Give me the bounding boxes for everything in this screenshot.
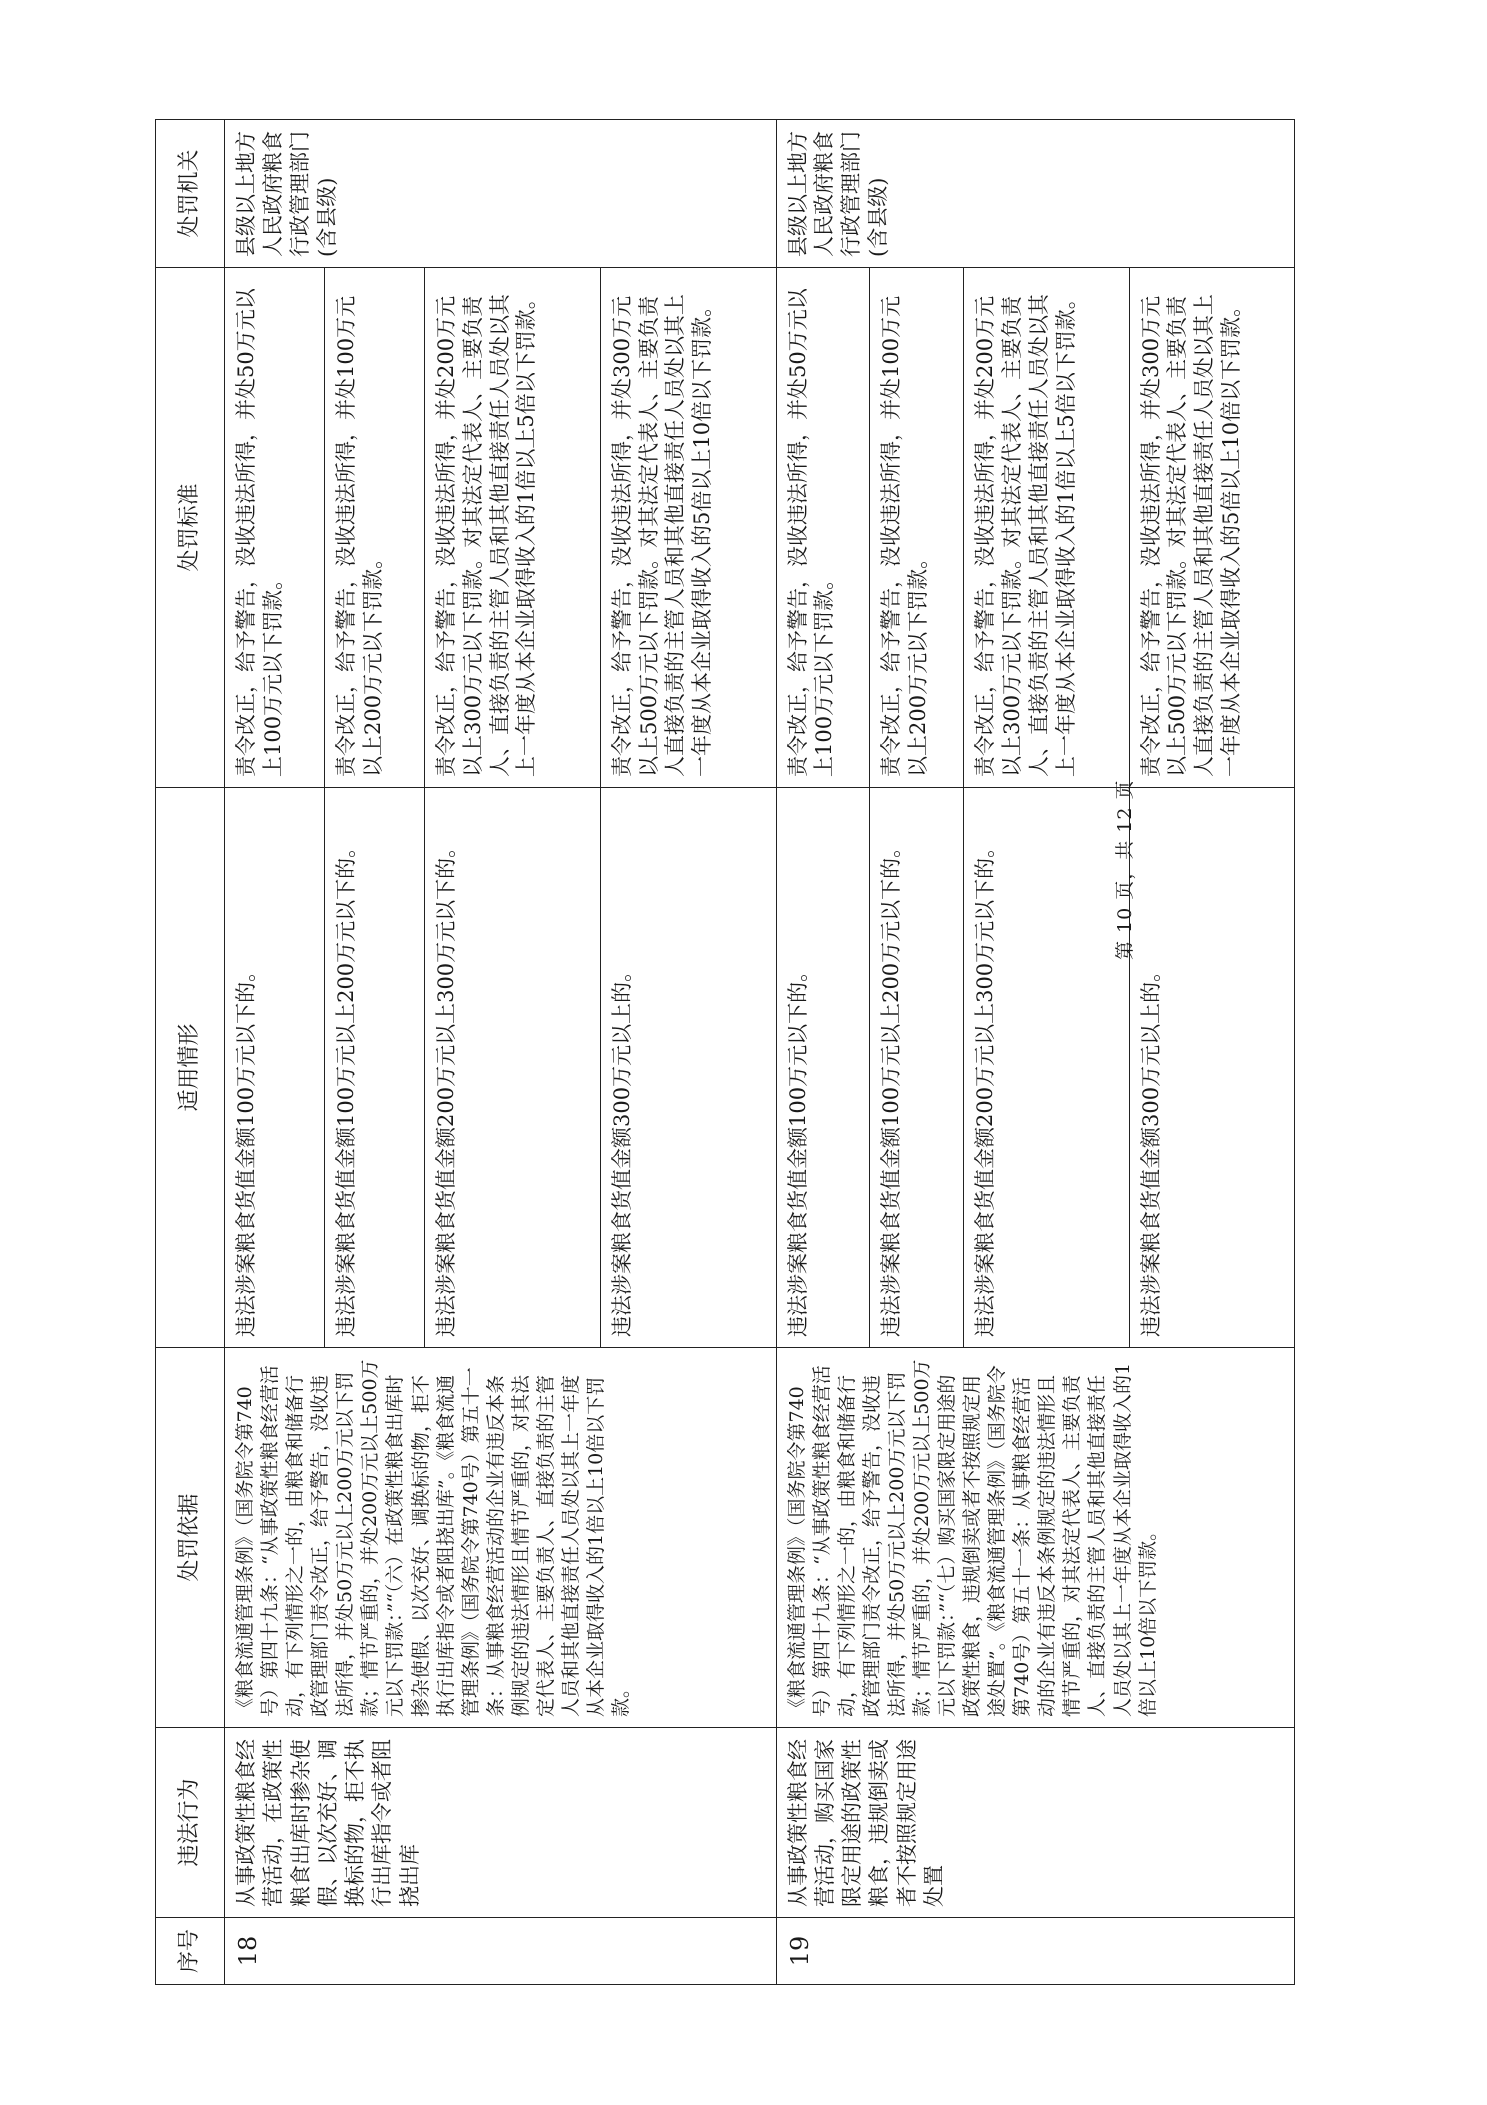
page-footer: 第 10 页，共 12 页 <box>1114 779 1136 960</box>
row-standard: 责令改正，给予警告，没收违法所得，并处200万元以上300万元以下罚款。对其法定代表人、主要负责人、直接负责的主管人员和其他直接责任人员处以其上一年度从本企业取得收入的1倍以上5倍以下罚款。 <box>424 268 600 788</box>
header-basis: 处罚依据 <box>156 1348 225 1728</box>
row-condition: 违法涉案粮食货值金额100万元以上200万元以下的。 <box>324 788 424 1348</box>
table-row <box>776 120 870 1985</box>
row-standard: 责令改正，给予警告，没收违法所得，并处200万元以上300万元以下罚款。对其法定代表人、主要负责人、直接负责的主管人员和其他直接责任人员处以其上一年度从本企业取得收入的1倍以上5倍以下罚款。 <box>964 268 1129 788</box>
header-agency: 处罚机关 <box>156 120 225 268</box>
row-behavior: 从事政策性粮食经营活动，在政策性粮食出库时掺杂使假、以次充好、调换标的物，拒不执行出库指令或者阻挠出库 <box>225 1728 777 1918</box>
header-seq: 序号 <box>156 1918 225 1985</box>
row-standard: 责令改正，给予警告，没收违法所得，并处100万元以上200万元以下罚款。 <box>324 268 424 788</box>
row-standard: 责令改正，给予警告，没收违法所得，并处300万元以上500万元以下罚款。对其法定代表人、主要负责人直接负责的主管人员和其他直接责任人员处以其上一年度从本企业取得收入的5倍以上10倍以下罚款。 <box>600 268 776 788</box>
row-condition: 违法涉案粮食货值金额300万元以上的。 <box>1129 788 1294 1348</box>
row-basis: 《粮食流通管理条例》（国务院令第740号）第四十九条：“从事政策性粮食经营活动，有下列情形之一的，由粮食和储备行政管理部门责令改正，给予警告，没收违法所得，并处50万元以上200万元以下罚款；情节严重的，并处200万元以上500万元以下罚款：”“（六）在政策性粮食出库时掺杂使假、以次充好、调换标的物，拒不执行出库指令或者阻挠出库”。《粮食流通管理条例》（国务院令第740号）第五十一条：从事粮食经营活动的企业有违反本条例规定的违法情形且情节严重的，对其法定代表人、主要负责人、直接负责的主管人员和其他直接责任人员处以其上一年度从本企业取得收入的1倍以上10倍以下罚款。 <box>225 1348 777 1728</box>
rotated-table-container <box>155 120 1295 1985</box>
row-standard: 责令改正，给予警告，没收违法所得，并处50万元以上100万元以下罚款。 <box>776 268 870 788</box>
row-condition: 违法涉案粮食货值金额300万元以上的。 <box>600 788 776 1348</box>
row-agency: 县级以上地方人民政府粮食行政管理部门(含县级) <box>776 120 1294 268</box>
table-row <box>225 120 325 1985</box>
header-condition: 适用情形 <box>156 788 225 1348</box>
row-seq: 19 <box>776 1918 1294 1985</box>
penalty-table <box>155 119 1295 1985</box>
table-header-row <box>156 120 225 1985</box>
row-behavior: 从事政策性粮食经营活动，购买国家限定用途的政策性粮食，违规倒卖或者不按照规定用途处置 <box>776 1728 1294 1918</box>
row-condition: 违法涉案粮食货值金额100万元以下的。 <box>225 788 325 1348</box>
row-basis: 《粮食流通管理条例》（国务院令第740号）第四十九条：“从事政策性粮食经营活动，有下列情形之一的，由粮食和储备行政管理部门责令改正，给予警告，没收违法所得，并处50万元以上200万元以下罚款；情节严重的，并处200万元以上500万元以下罚款：”“（七）购买国家限定用途的政策性粮食，违规倒卖或者不按照规定用途处置”。《粮食流通管理条例》（国务院令第740号）第五十一条：从事粮食经营活动的企业有违反本条例规定的违法情形且情节严重的，对其法定代表人、主要负责人、直接负责的主管人员和其他直接责任人员处以其上一年度从本企业取得收入的1倍以上10倍以下罚款。 <box>776 1348 1294 1728</box>
row-condition: 违法涉案粮食货值金额100万元以上200万元以下的。 <box>870 788 964 1348</box>
row-standard: 责令改正，给予警告，没收违法所得，并处300万元以上500万元以下罚款。对其法定代表人、主要负责人直接负责的主管人员和其他直接责任人员处以其上一年度从本企业取得收入的5倍以上10倍以下罚款。 <box>1129 268 1294 788</box>
row-standard: 责令改正，给予警告，没收违法所得，并处50万元以上100万元以下罚款。 <box>225 268 325 788</box>
row-seq: 18 <box>225 1918 777 1985</box>
row-condition: 违法涉案粮食货值金额200万元以上300万元以下的。 <box>424 788 600 1348</box>
row-condition: 违法涉案粮食货值金额100万元以下的。 <box>776 788 870 1348</box>
row-standard: 责令改正，给予警告，没收违法所得，并处100万元以上200万元以下罚款。 <box>870 268 964 788</box>
header-behavior: 违法行为 <box>156 1728 225 1918</box>
header-standard: 处罚标准 <box>156 268 225 788</box>
row-condition: 违法涉案粮食货值金额200万元以上300万元以下的。 <box>964 788 1129 1348</box>
row-agency: 县级以上地方人民政府粮食行政管理部门(含县级) <box>225 120 777 268</box>
